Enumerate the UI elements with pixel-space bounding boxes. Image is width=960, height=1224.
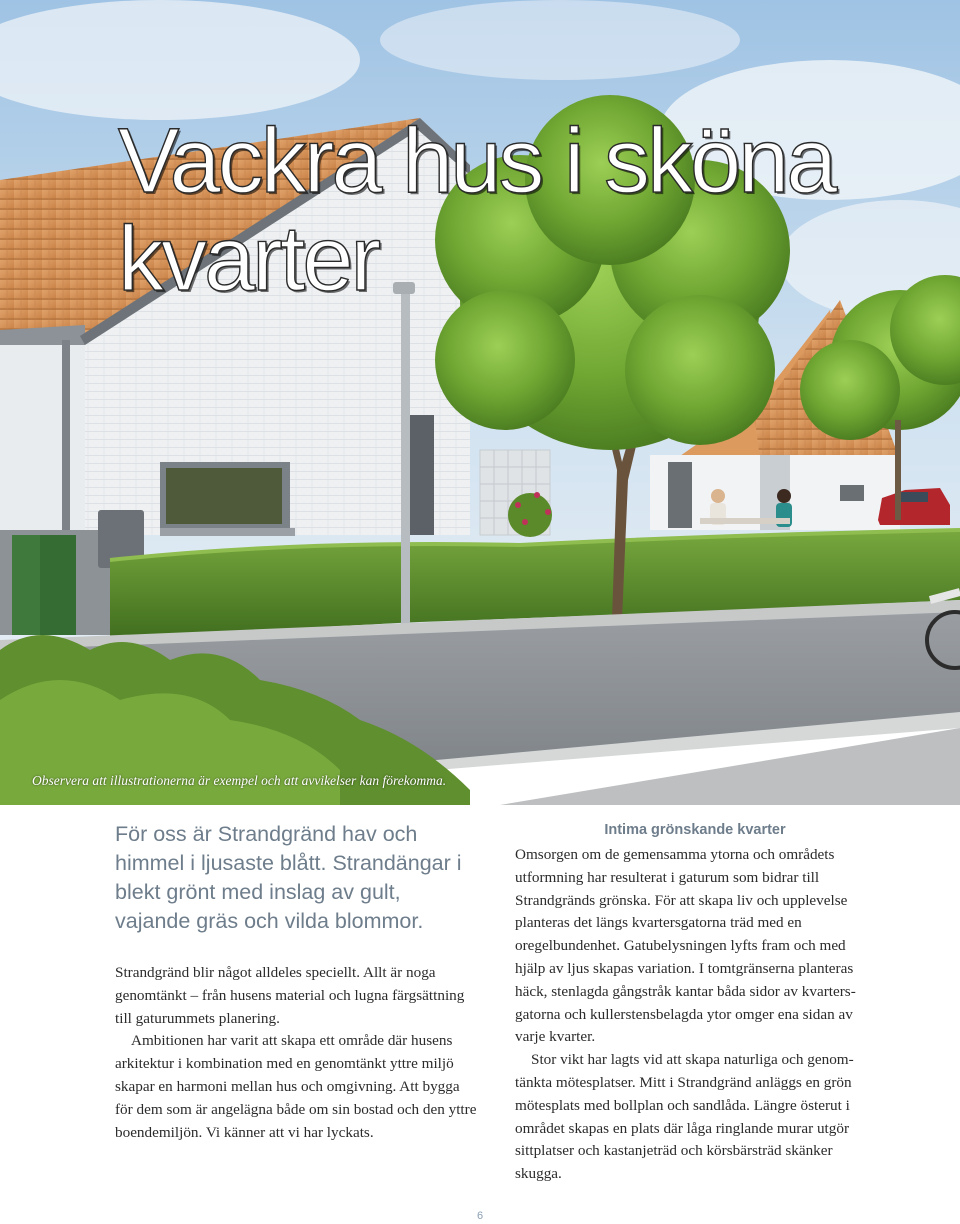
page-number: 6 bbox=[476, 1210, 484, 1222]
left-column bbox=[115, 820, 480, 1144]
body-paragraph: Strandgränd blir något alldeles speciellt. Allt är noga genomtänkt – från husens material och lugna färgsättning till gaturummets planering. bbox=[115, 964, 465, 1027]
lead-paragraph: För oss är Strandgränd hav och himmel i ljusaste blått. Strandängar i blekt grönt med inslag av gult, vajande gräs och vilda blommor. bbox=[115, 822, 462, 933]
illustration-disclaimer: Observera att illustrationerna är exempel och att avvikelser kan förekomma. bbox=[32, 773, 447, 788]
body-paragraph: Stor vikt har lagts vid att skapa naturliga och genomtänkta mötesplatser. Mitt i Strandgränd anläggs en grön mötesplats med bollplan och sandlåda. Längre österut i området skapas en plats där låga ringlande murar utgör sittplatser och kastanjeträd och körsbärsträd skänker skugga. bbox=[515, 1051, 854, 1183]
right-column bbox=[515, 820, 875, 1186]
body-paragraph: Omsorgen om de gemensamma ytorna och områdets utformning har resulterat i gaturum som bidrar till Strandgränds grönska. För att skapa liv och upplevelse planteras det längs kvartersgatorna träd med en oregelbundenhet. Gatubelysningen lyfts fram och med hjälp av ljus skapas variation. I tomtgränserna planteras häck, stenlagda gångstråk kantar båda sidor av kvartersgatorna och kullerstensbelagda ytor omger ena sidan av varje kvarter. bbox=[515, 846, 856, 1046]
body-paragraph: Ambitionen har varit att skapa ett område där husens arkitektur i kombination med en genomtänkt yttre miljö skapar en harmoni mellan hus och omgivning. Att bygga för dem som är angelägna både om sin bostad och den yttre boendemiljön. Vi känner att vi har lyckats. bbox=[115, 1032, 477, 1141]
page-title: Vackra hus i sköna kvarter bbox=[118, 110, 835, 310]
section-heading: Intima grönskande kvarter bbox=[604, 822, 786, 838]
